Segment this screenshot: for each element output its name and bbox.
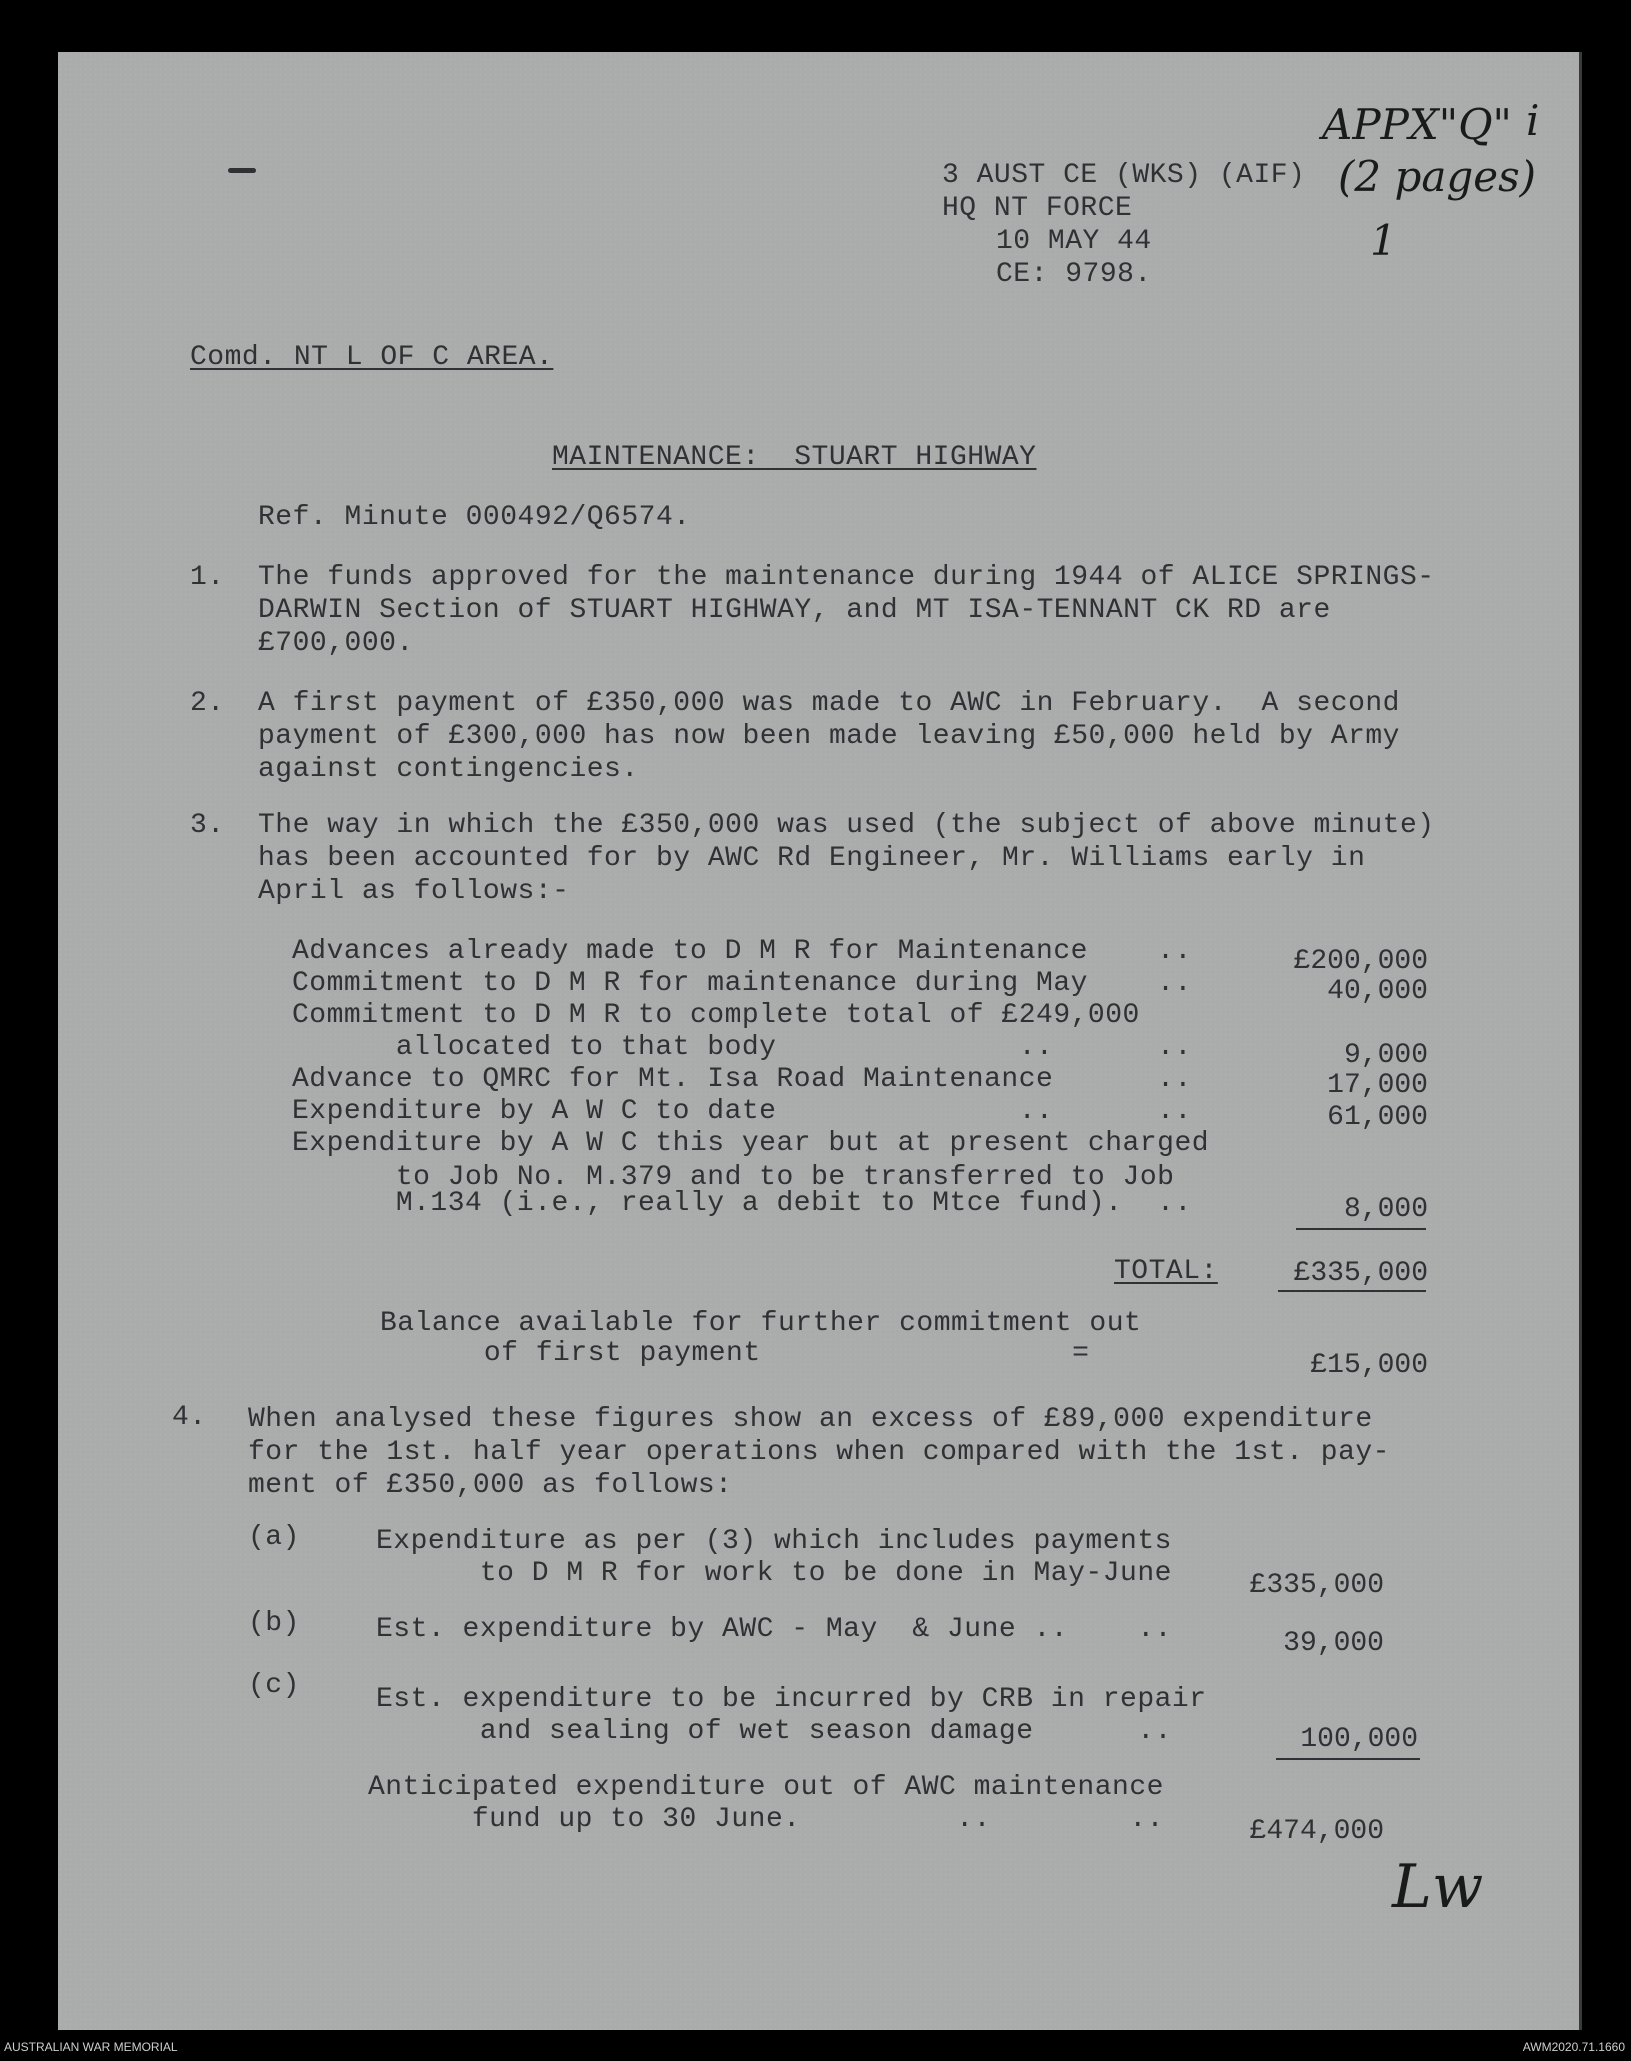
ledger-item-amount: £200,000 [1293, 946, 1428, 977]
ledger-item-text: allocated to that body .. .. [292, 1032, 1192, 1063]
header-ref: CE: 9798. [996, 259, 1152, 290]
balance-line: Balance available for further commitment out [380, 1308, 1142, 1339]
item-line: Est. expenditure to be incurred by CRB in repair [376, 1684, 1207, 1715]
ledger-item-amount: 8,000 [1343, 1194, 1428, 1225]
item-amount: 100,000 [1300, 1724, 1418, 1755]
footer-institution: AUSTRALIAN WAR MEMORIAL [4, 2040, 178, 2054]
footer-accession-number: AWM2020.71.1660 [1522, 2040, 1625, 2054]
header-date: 10 MAY 44 [996, 226, 1152, 257]
item-amount: 39,000 [1283, 1628, 1384, 1659]
subtotal-rule [1276, 1758, 1420, 1760]
para3-number: 3. [190, 810, 225, 841]
ledger-item-text: Expenditure by A W C this year but at present charged [292, 1128, 1210, 1159]
handwritten-page-mark: i [1526, 96, 1540, 145]
ledger-item-text: Advances already made to D M R for Maintenance .. [292, 936, 1192, 967]
addressee: Comd. NT L OF C AREA. [190, 342, 554, 373]
ledger-item-text: to Job No. M.379 and to be transferred to Job [292, 1162, 1175, 1193]
ledger-item-text: M.134 (i.e., really a debit to Mtce fund). .. [292, 1188, 1192, 1219]
total-amount: £335,000 [1293, 1258, 1428, 1289]
item-line: Est. expenditure by AWC - May & June .. .. [376, 1614, 1172, 1645]
page-edge [1579, 52, 1582, 2030]
item-label: (a) [248, 1522, 300, 1553]
subject-title: MAINTENANCE: STUART HIGHWAY [552, 442, 1037, 473]
balance-line: of first payment = [380, 1338, 1090, 1369]
ledger-item-amount: 17,000 [1327, 1070, 1428, 1101]
ledger-item-amount: 9,000 [1343, 1040, 1428, 1071]
para2-number: 2. [190, 688, 225, 719]
item-label: (c) [248, 1670, 300, 1701]
para3-line: The way in which the £350,000 was used (the subject of above minute) [258, 810, 1435, 841]
ledger-item-text: Commitment to D M R to complete total of £249,000 [292, 1000, 1140, 1031]
total-label: TOTAL: [1114, 1256, 1218, 1287]
para4-line: for the 1st. half year operations when compared with the 1st. pay- [248, 1437, 1390, 1468]
staple-mark [228, 168, 256, 173]
item-label: (b) [248, 1608, 300, 1639]
ledger-item-amount: 40,000 [1327, 976, 1428, 1007]
anticipated-line: fund up to 30 June. .. .. [368, 1804, 1164, 1835]
handwritten-pages-note: (2 pages) [1338, 152, 1537, 201]
para4-line: When analysed these figures show an excess of £89,000 expenditure [248, 1404, 1373, 1435]
ledger-item-text: Advance to QMRC for Mt. Isa Road Maintenance .. [292, 1064, 1192, 1095]
item-line: and sealing of wet season damage .. [376, 1716, 1172, 1747]
header-unit: 3 AUST CE (WKS) (AIF) [942, 160, 1306, 191]
item-line: to D M R for work to be done in May-June [376, 1558, 1172, 1589]
anticipated-line: Anticipated expenditure out of AWC maintenance [368, 1772, 1164, 1803]
para1-line: £700,000. [258, 628, 414, 659]
para1-line: The funds approved for the maintenance during 1944 of ALICE SPRINGS- [258, 562, 1435, 593]
item-line: Expenditure as per (3) which includes payments [376, 1526, 1172, 1557]
ledger-item-amount: 61,000 [1327, 1102, 1428, 1133]
reference-line: Ref. Minute 000492/Q6574. [258, 502, 691, 533]
balance-amount: £15,000 [1310, 1350, 1428, 1381]
subtotal-rule [1296, 1228, 1426, 1230]
item-amount: £335,000 [1249, 1570, 1384, 1601]
total-rule [1278, 1290, 1426, 1292]
header-hq: HQ NT FORCE [942, 193, 1133, 224]
para4-number: 4. [172, 1402, 207, 1433]
handwritten-appendix-label: APPX"Q" [1322, 100, 1512, 149]
para4-line: ment of £350,000 as follows: [248, 1470, 733, 1501]
anticipated-amount: £474,000 [1249, 1816, 1384, 1847]
handwritten-initials: Lw [1392, 1852, 1484, 1922]
para1-line: DARWIN Section of STUART HIGHWAY, and MT ISA-TENNANT CK RD are [258, 595, 1331, 626]
para2-line: against contingencies. [258, 754, 639, 785]
ledger-item-text: Commitment to D M R for maintenance during May .. [292, 968, 1192, 999]
para3-line: April as follows:- [258, 876, 570, 907]
handwritten-numeral: 1 [1370, 216, 1397, 265]
para3-line: has been accounted for by AWC Rd Engineer, Mr. Williams early in [258, 843, 1366, 874]
para2-line: A first payment of £350,000 was made to AWC in February. A second [258, 688, 1400, 719]
para1-number: 1. [190, 562, 225, 593]
ledger-item-text: Expenditure by A W C to date .. .. [292, 1096, 1192, 1127]
para2-line: payment of £300,000 has now been made leaving £50,000 held by Army [258, 721, 1400, 752]
